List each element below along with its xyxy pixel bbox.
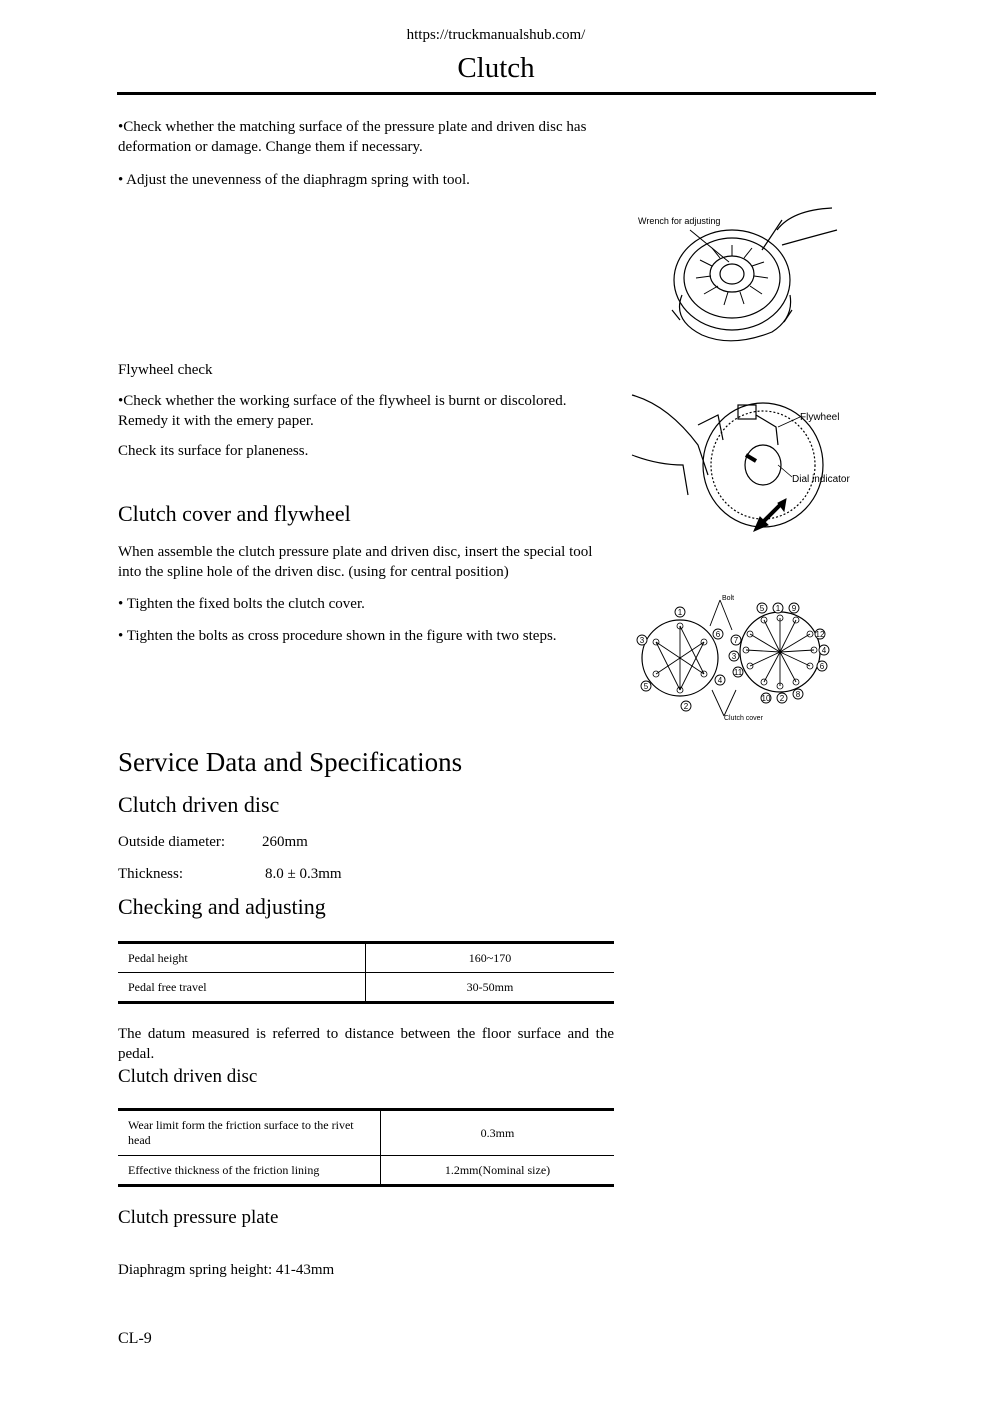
table-cell-label: Pedal free travel: [118, 973, 366, 1003]
pressure-plate-heading: Clutch pressure plate: [118, 1207, 279, 1228]
checking-adjusting-heading: Checking and adjusting: [118, 894, 326, 919]
thickness-label: Thickness:: [118, 866, 183, 882]
bolt-number: 2: [683, 702, 689, 711]
bolt-number: 12: [815, 630, 825, 639]
flywheel-heading: Flywheel check: [118, 362, 213, 378]
table-row: [118, 1110, 614, 1156]
check-surface-text: •Check whether the matching surface of the pressure plate and driven disc has deformation or damage. Change them if necessary.: [118, 119, 587, 155]
bolt-number: 3: [639, 636, 645, 645]
bolt-number: 5: [643, 682, 649, 691]
tighten-cross-text: • Tighten the bolts as cross procedure shown in the figure with two steps.: [118, 628, 557, 644]
table-cell-label: Effective thickness of the friction lining: [118, 1156, 381, 1186]
table-row: [118, 1156, 614, 1186]
driven-disc-heading: Clutch driven disc: [118, 792, 280, 817]
bolt-number: 2: [779, 694, 785, 703]
page-title: Clutch: [457, 52, 535, 84]
bolt-number: 8: [795, 690, 801, 699]
adjust-spring-text: • Adjust the unevenness of the diaphragm spring with tool.: [118, 172, 470, 188]
flywheel-burnt-text: •Check whether the working surface of the flywheel is burnt or discolored. Remedy it with the emery paper.: [118, 393, 567, 429]
flywheel-dial-figure: [628, 385, 858, 535]
bolt-number: 3: [731, 652, 737, 661]
table-cell-value: 160~170: [366, 943, 615, 973]
page-number: CL-9: [118, 1330, 152, 1347]
bolt-number: 7: [733, 636, 739, 645]
bolt-number: 10: [761, 694, 771, 703]
bolt-number: 4: [717, 676, 723, 685]
table-cell-value: 0.3mm: [381, 1110, 615, 1156]
thickness-value: 8.0 ± 0.3mm: [265, 866, 342, 882]
dial-indicator-label: Dial indicator: [792, 474, 850, 485]
outside-diameter-label: Outside diameter:: [118, 834, 226, 850]
service-data-heading: Service Data and Specifications: [118, 747, 463, 777]
driven-disc-heading-2: Clutch driven disc: [118, 1066, 258, 1087]
table-cell-label: Pedal height: [128, 950, 188, 965]
table-cell-value: 30-50mm: [366, 973, 615, 1003]
bolt-number: 6: [715, 630, 721, 639]
page-url[interactable]: https://truckmanualshub.com/: [406, 27, 586, 43]
wrench-label: Wrench for adjusting: [638, 216, 721, 226]
tighten-fixed-text: • Tighten the fixed bolts the clutch cover.: [118, 596, 365, 612]
outside-diameter-value: 260mm: [262, 834, 308, 850]
table-row: [118, 943, 614, 973]
flywheel-label: Flywheel: [800, 412, 840, 423]
bolt-number: 1: [775, 604, 781, 613]
diaphragm-adjust-figure: [632, 200, 842, 350]
title-rule: [117, 92, 876, 95]
table-row: [118, 973, 614, 1003]
clutch-cover-label: Clutch cover: [724, 715, 763, 722]
bolt-number: 6: [819, 662, 825, 671]
datum-note: The datum measured is referred to distance between the floor surface and the pedal.: [118, 1026, 614, 1062]
pedal-table: [118, 941, 614, 1004]
disc-table: [118, 1108, 614, 1187]
bolt-number: 11: [733, 668, 743, 677]
diaphragm-height-text: Diaphragm spring height: 41-43mm: [118, 1262, 335, 1278]
table-cell-label: Wear limit form the friction surface to the rivet head: [128, 1118, 354, 1147]
bolt-number: 5: [759, 604, 765, 613]
bolt-number: 9: [791, 604, 797, 613]
cover-flywheel-heading: Clutch cover and flywheel: [118, 501, 351, 526]
bolt-sequence-figure: [632, 590, 837, 725]
assemble-text: When assemble the clutch pressure plate and driven disc, insert the special tool into the spline hole of the driven disc. (using for central position): [118, 544, 593, 580]
table-cell-value: 1.2mm(Nominal size): [381, 1156, 615, 1186]
bolt-number: 4: [821, 646, 827, 655]
flywheel-planeness-text: Check its surface for planeness.: [118, 443, 309, 459]
bolt-label: Bolt: [722, 595, 735, 602]
bolt-number: 1: [677, 608, 683, 617]
